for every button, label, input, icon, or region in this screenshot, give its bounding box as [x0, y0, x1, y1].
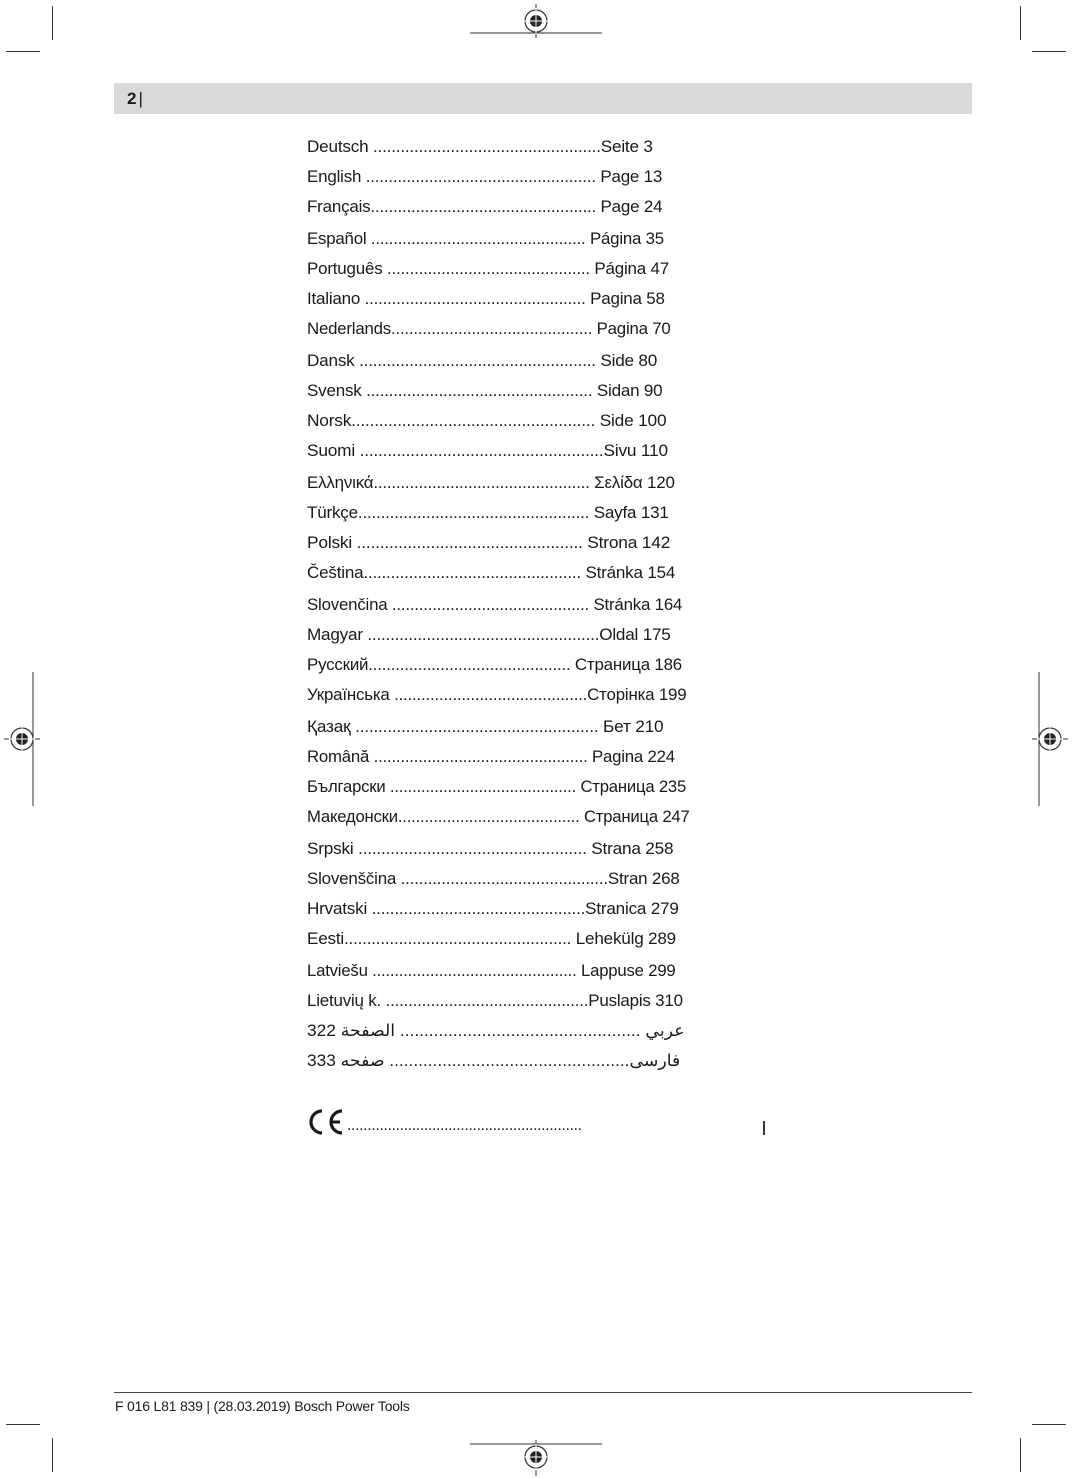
toc-entry-text: Română ................................................ Pagina 224 — [307, 748, 675, 766]
toc-entry-text: Nederlands............................................. Pagina 70 — [307, 320, 671, 338]
toc-entry-text: Deutsch ..................................................Seite 3 — [307, 138, 653, 156]
toc-entry-text: Dansk .................................................... Side 80 — [307, 352, 658, 370]
toc-entry-text: Македонски......................................... Страница 247 — [307, 808, 690, 826]
toc-entry-text: Hrvatski ...............................................Stranica 279 — [307, 900, 679, 918]
crop-mark — [1020, 6, 1021, 40]
toc-entry — [307, 1018, 685, 1044]
stray-mark — [763, 1121, 765, 1135]
toc-entry — [307, 744, 675, 770]
toc-entry — [307, 438, 668, 464]
toc-entry-text: Svensk .................................................. Sidan 90 — [307, 382, 663, 400]
toc-entry-text: Latviešu .............................................. Lappuse 299 — [307, 962, 676, 980]
registration-mark-icon — [4, 672, 40, 806]
toc-entry — [307, 774, 686, 800]
crop-mark — [52, 6, 53, 40]
registration-mark-icon — [470, 4, 602, 38]
toc-entry-text: Français.................................................. Page 24 — [307, 198, 663, 216]
toc-entry — [307, 1048, 680, 1074]
toc-entry-text: عربي .................................................. الصفحة 322 — [307, 1022, 685, 1040]
toc-entry-text: Български .......................................... Страница 235 — [307, 778, 687, 796]
toc-entry — [307, 348, 657, 374]
toc-entry — [307, 592, 682, 618]
toc-entry-text: Қазақ ..................................................... Бет 210 — [307, 718, 664, 736]
crop-mark — [1020, 1438, 1021, 1472]
crop-mark — [1032, 1424, 1066, 1425]
toc-entry — [307, 194, 662, 220]
toc-entry-text: فارسی.................................................. صفحه 333 — [307, 1052, 681, 1070]
toc-entry-text: English ................................................... Page 13 — [307, 168, 663, 186]
toc-entry — [307, 926, 676, 952]
toc-entry-text: Slovenščina ..............................................Stran 268 — [307, 870, 680, 888]
page-number — [127, 89, 143, 109]
toc-entry — [307, 682, 686, 708]
toc-entry-text: Suomi .....................................................Sivu 110 — [307, 442, 668, 460]
toc-entry-text: Русский............................................. Страница 186 — [307, 656, 682, 674]
toc-entry — [307, 530, 670, 556]
ce-dot-leader: .......................................................... — [347, 1117, 582, 1134]
toc-entry-text: Türkçe................................................... Sayfa 131 — [307, 504, 669, 522]
toc-entry — [307, 226, 664, 252]
toc-entry — [307, 134, 653, 160]
toc-entry — [307, 378, 662, 404]
toc-entry-text: Magyar ...................................................Oldal 175 — [307, 626, 671, 644]
toc-entry — [307, 408, 666, 434]
toc-entry-text: Norsk..................................................... Side 100 — [307, 412, 667, 430]
crop-mark — [52, 1438, 53, 1472]
toc-entry-text: Polski ................................................. Strona 142 — [307, 534, 671, 552]
toc-entry-text: Italiano ................................................. Pagina 58 — [307, 290, 665, 308]
toc-entry — [307, 316, 671, 342]
page-number-value: 2 — [127, 89, 137, 108]
toc-entry-text: Srpski .................................................. Strana 258 — [307, 840, 674, 858]
crop-mark — [6, 51, 40, 52]
toc-entry — [307, 652, 682, 678]
toc-entry — [307, 836, 673, 862]
toc-entry-text: Ελληνικά................................................ Σελίδα 120 — [307, 474, 675, 492]
footer-text: F 016 L81 839 | (28.03.2019) Bosch Power Tools — [115, 1398, 410, 1414]
toc-entry — [307, 470, 675, 496]
toc-entry-text: Lietuvių k. .............................................Puslapis 310 — [307, 992, 683, 1010]
toc-entry-text: Português ............................................. Página 47 — [307, 260, 669, 278]
ce-line — [305, 1106, 635, 1140]
toc-entry — [307, 286, 665, 312]
toc-entry — [307, 866, 680, 892]
toc-entry-text: Čeština................................................ Stránka 154 — [307, 564, 676, 582]
toc-entry — [307, 896, 679, 922]
toc-entry-text: Español ................................................ Página 35 — [307, 230, 664, 248]
toc-entry-text: Eesti.................................................. Lehekülg 289 — [307, 930, 676, 948]
toc-entry — [307, 164, 662, 190]
page-number-separator: | — [138, 89, 143, 108]
crop-mark — [6, 1424, 40, 1425]
toc-entry — [307, 560, 675, 586]
toc-entry — [307, 988, 683, 1014]
toc-entry-text: Українська ...........................................Сторінка 199 — [307, 686, 687, 704]
toc-entry — [307, 714, 663, 740]
toc-entry — [307, 958, 676, 984]
toc-entry — [307, 804, 690, 830]
crop-mark — [1032, 51, 1066, 52]
toc-entry — [307, 622, 671, 648]
toc-entry — [307, 256, 669, 282]
toc-entry-text: Slovenčina ............................................ Stránka 164 — [307, 596, 683, 614]
registration-mark-icon — [1032, 672, 1068, 806]
header-band — [114, 83, 972, 114]
toc-entry — [307, 500, 669, 526]
registration-mark-icon — [470, 1440, 602, 1476]
footer-rule — [114, 1392, 972, 1393]
ce-mark-icon — [305, 1106, 345, 1138]
